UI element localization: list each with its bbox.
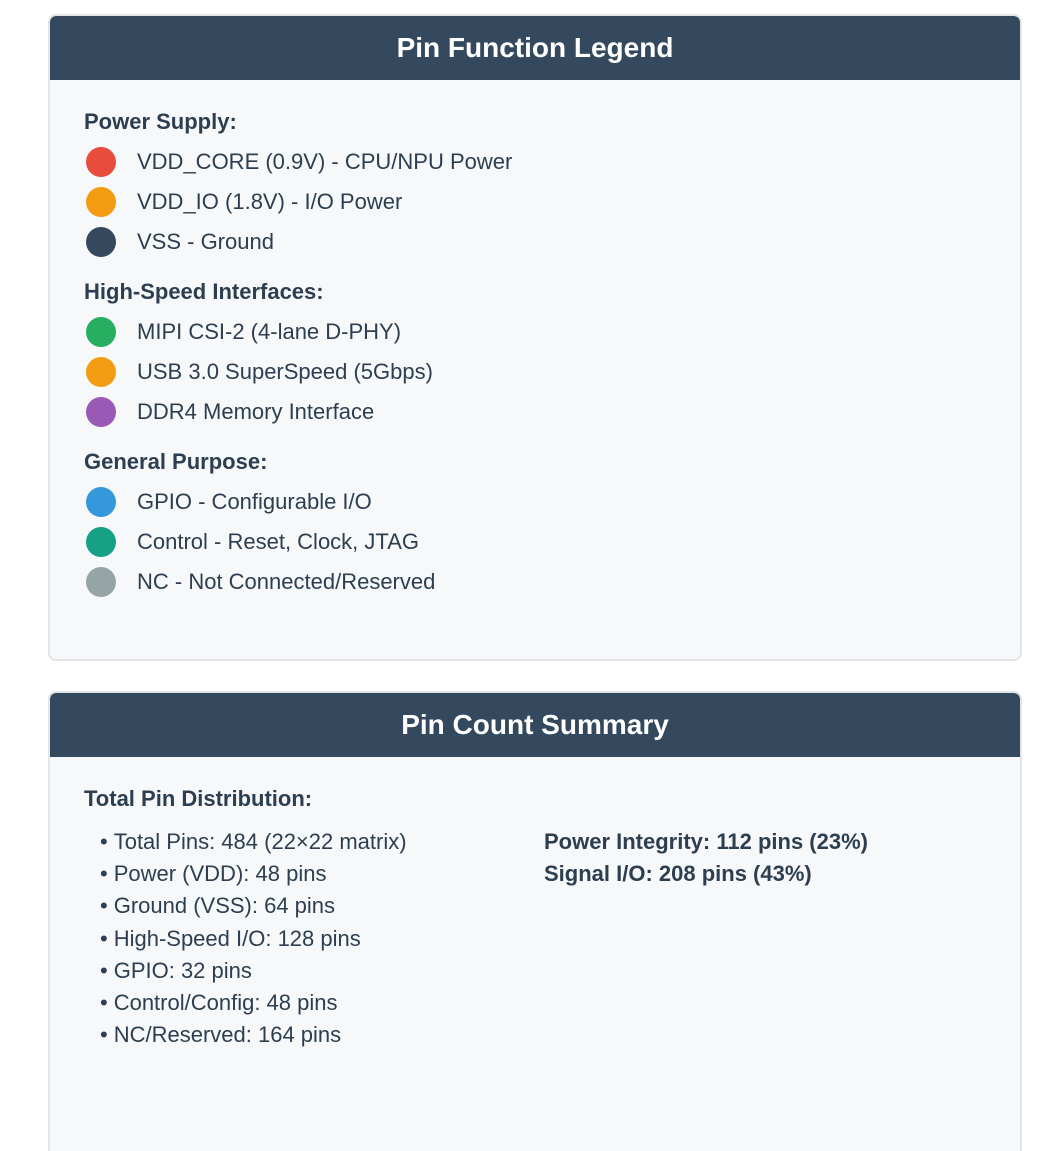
legend-group-high-speed (84, 278, 1020, 432)
legend-item-gpio (84, 482, 1020, 522)
swatch-vss (86, 227, 116, 257)
legend-group-power (84, 108, 1020, 262)
list-item (100, 858, 544, 890)
list-item-text: Control/Config: 48 pins (113, 989, 338, 1015)
bullet: • (100, 989, 108, 1015)
legend-label: VDD_IO (1.8V) - I/O Power (137, 189, 403, 214)
distribution-title: Total Pin Distribution: (84, 786, 313, 811)
list-item (100, 890, 544, 922)
group-title: Power Supply: (84, 109, 237, 134)
legend-item-vss (84, 222, 1020, 262)
list-item-text: NC/Reserved: 164 pins (113, 1022, 342, 1048)
swatch-vdd-io (86, 187, 116, 217)
group-title: General Purpose: (84, 449, 268, 474)
list-item (100, 923, 544, 955)
swatch-vdd-core (86, 147, 116, 177)
swatch-control (86, 527, 116, 557)
swatch-nc (86, 567, 116, 597)
list-item (100, 826, 544, 858)
legend-item-vdd-core (84, 142, 1020, 182)
list-item-text: High-Speed I/O: 128 pins (113, 925, 361, 951)
legend-label: DDR4 Memory Interface (137, 399, 375, 424)
list-item-text: GPIO: 32 pins (113, 957, 252, 983)
stat-signal-io: Signal I/O: 208 pins (43%) (544, 861, 812, 887)
legend-panel (48, 14, 1022, 661)
legend-group-general (84, 448, 1020, 602)
legend-title: Pin Function Legend (50, 16, 1020, 80)
legend-item-control (84, 522, 1020, 562)
summary-title: Pin Count Summary (50, 693, 1020, 757)
legend-label: MIPI CSI-2 (4-lane D-PHY) (137, 319, 402, 344)
swatch-usb (86, 357, 116, 387)
list-item-text: Ground (VSS): 64 pins (113, 893, 336, 919)
legend-label: GPIO - Configurable I/O (137, 489, 372, 514)
list-item-text: Power (VDD): 48 pins (113, 861, 327, 887)
bullet: • (100, 1022, 108, 1048)
stat-power-integrity: Power Integrity: 112 pins (23%) (544, 829, 868, 854)
bullet: • (100, 861, 108, 887)
swatch-ddr4 (86, 397, 116, 427)
swatch-gpio (86, 487, 116, 517)
list-item (100, 1019, 544, 1051)
legend-item-mipi (84, 312, 1020, 352)
legend-body (50, 80, 1020, 602)
legend-label: Control - Reset, Clock, JTAG (137, 529, 419, 554)
legend-label: VDD_CORE (0.9V) - CPU/NPU Power (137, 149, 513, 174)
list-item (100, 955, 544, 987)
summary-body (50, 757, 1020, 1051)
legend-item-usb (84, 352, 1020, 392)
legend-item-vdd-io (84, 182, 1020, 222)
list-item-text: Total Pins: 484 (22×22 matrix) (113, 829, 407, 854)
summary-stats (544, 826, 868, 1051)
legend-label: NC - Not Connected/Reserved (137, 569, 436, 594)
bullet: • (100, 925, 108, 951)
bullet: • (100, 957, 108, 983)
distribution-list (84, 826, 544, 1051)
legend-item-nc (84, 562, 1020, 602)
summary-panel (48, 691, 1022, 1151)
bullet: • (100, 893, 108, 919)
list-item (100, 987, 544, 1019)
bullet: • (100, 829, 108, 854)
legend-label: VSS - Ground (137, 229, 274, 254)
legend-label: USB 3.0 SuperSpeed (5Gbps) (137, 359, 433, 384)
summary-columns (84, 826, 1020, 1051)
swatch-mipi (86, 317, 116, 347)
group-title: High-Speed Interfaces: (84, 279, 324, 304)
legend-item-ddr4 (84, 392, 1020, 432)
